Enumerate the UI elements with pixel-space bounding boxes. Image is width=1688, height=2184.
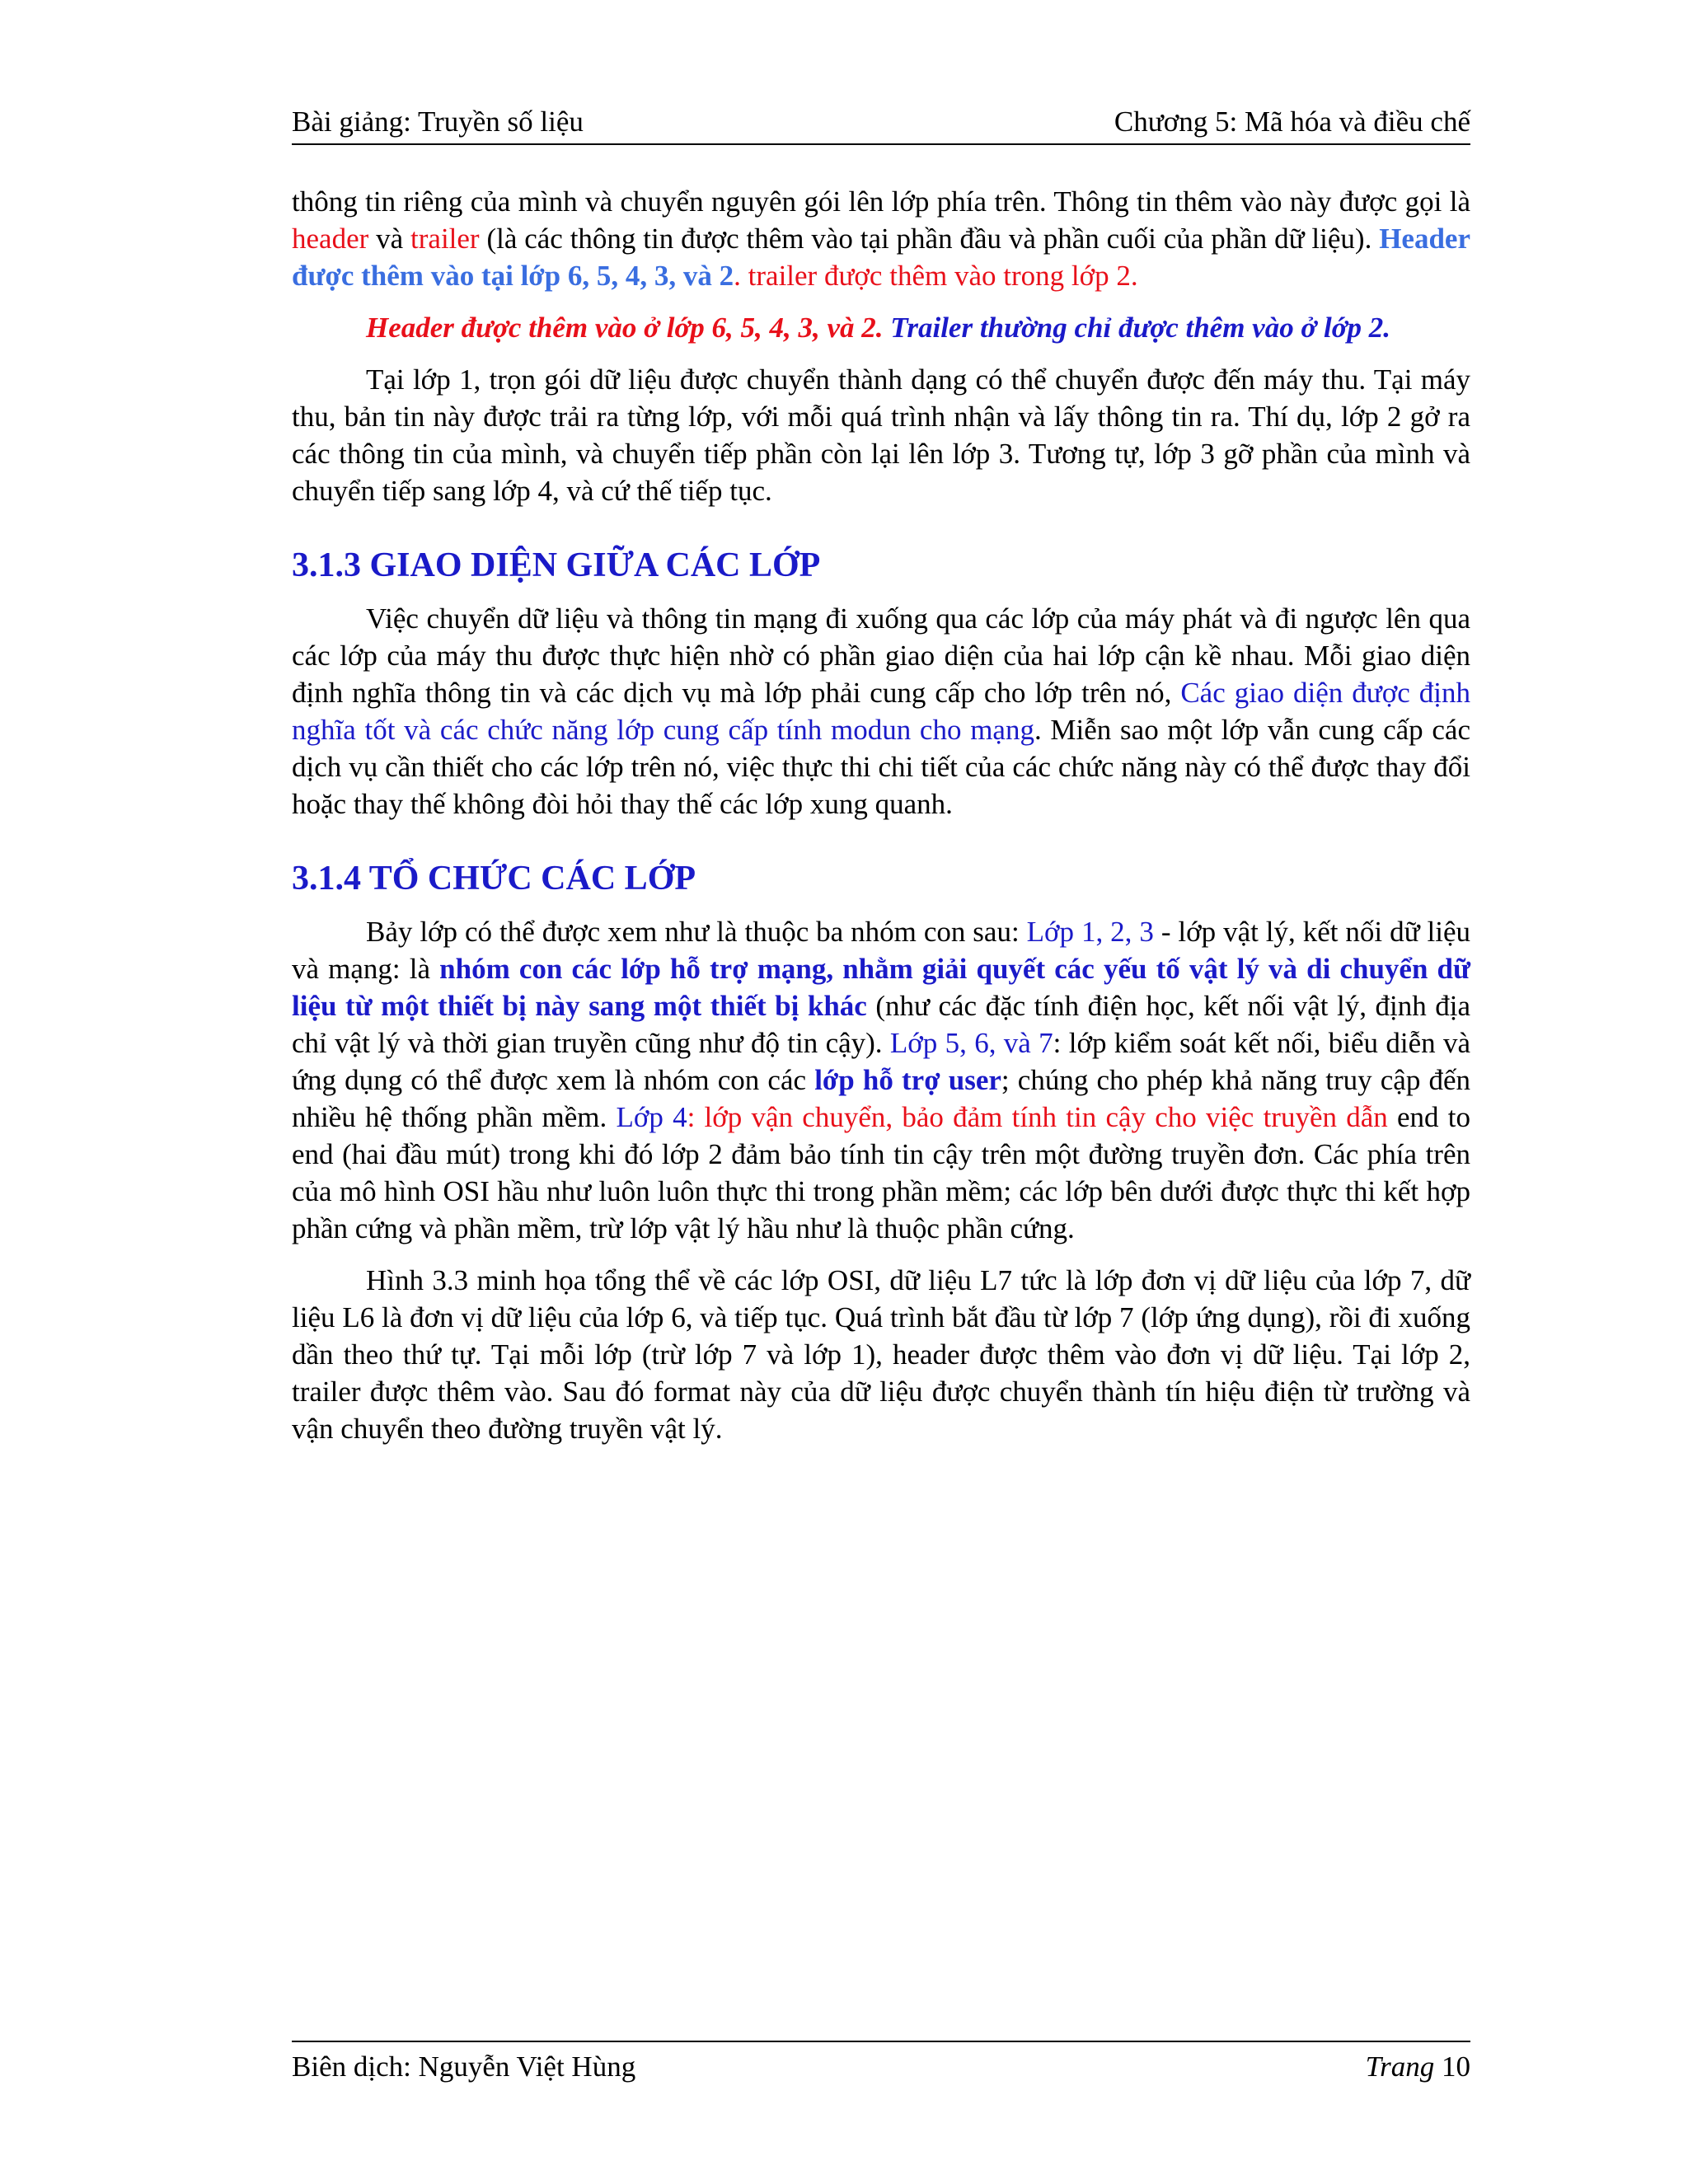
page-number-value: 10 (1442, 2050, 1470, 2083)
paragraph-layer1: Tại lớp 1, trọn gói dữ liệu được chuyển thành dạng có thể chuyển được đến máy thu. Tại máy thu, bản tin này được trải ra từng lớp, với mỗi quá trình nhận và lấy thông tin ra. Thí dụ, lớp 2 gở ra các thông tin của mình, và chuyển tiếp phần còn lại lên lớp 3. Tương tự, lớp 3 gỡ phần của mình và chuyển tiếp sang lớp 4, và cứ thế tiếp tục. (292, 363, 1470, 507)
footer-translator: Biên dịch: Nguyễn Việt Hùng (292, 2050, 636, 2083)
highlight-transport: : lớp vận chuyển, bảo đảm tính tin cậy cho việc truyền dẫn (687, 1101, 1388, 1133)
highlight-header-layers: Header được thêm vào tại lớp 6, 5, 4, 3, và 2 (292, 223, 1470, 292)
text-run: ; chúng cho phép khả năng truy cập đến nhiều hệ thống phần mềm. (292, 1064, 1471, 1133)
text-run: end to end (hai đầu mút) trong khi đó lớp 2 đảm bảo tính tin cậy trên một đường truyền đơn. Các phía trên của mô hình OSI hầu như luôn luôn thực thi trong phần mềm; các lớp bên dưới được thực thi kết hợp phần cứng và phần mềm, trừ lớp vật lý hầu như là thuộc phần cứng. (292, 1101, 1470, 1244)
paragraph-interfaces (292, 600, 1470, 823)
text-run: (như các đặc tính điện học, kết nối vật lý, định địa chỉ vật lý và thời gian truyền cũng như độ tin cậy). (292, 990, 1470, 1059)
text-run: (là các thông tin được thêm vào tại phần đầu và phần cuối của phần dữ liệu). (479, 223, 1380, 255)
term-header: header (292, 223, 369, 255)
highlight-network-support: nhóm con các lớp hỗ trợ mạng, nhằm giải quyết các yếu tố vật lý và di chuyển dữ liệu từ một thiết bị này sang một thiết bị khác (292, 953, 1471, 1022)
text-run: . Miễn sao một lớp vẫn cung cấp các dịch vụ cần thiết cho các lớp trên nó, việc thực thi chi tiết của các chức năng này có thể được thay đổi hoặc thay thế không đòi hỏi thay thế các lớp xung quanh. (292, 714, 1470, 820)
term-trailer: trailer (410, 223, 480, 255)
highlight-layers-123: Lớp 1, 2, 3 (1026, 916, 1154, 948)
page-content (292, 183, 1470, 1447)
header-chapter-title: Chương 5: Mã hóa và điều chế (1114, 105, 1470, 138)
header-course-title: Bài giảng: Truyền số liệu (292, 105, 584, 138)
text-run: : lớp kiểm soát kết nối, biểu diễn và ứng dụng có thể được xem là nhóm con các (292, 1027, 1470, 1096)
highlight-layers-567: Lớp 5, 6, và 7 (889, 1027, 1053, 1059)
emphasis-trailer: Trailer thường chỉ được thêm vào ở lớp 2. (883, 312, 1391, 344)
text-run: và (368, 223, 411, 255)
paragraph-figure-3-3: Hình 3.3 minh họa tổng thể về các lớp OSI, dữ liệu L7 tức là lớp đơn vị dữ liệu của lớp 7, dữ liệu L6 là đơn vị dữ liệu của lớp 6, và tiếp tục. Quá trình bắt đầu từ lớp 7 (lớp ứng dụng), rồi đi xuống dần theo thứ tự. Tại mỗi lớp (trừ lớp 7 và lớp 1), header được thêm vào đơn vị dữ liệu. Tại lớp 2, trailer được thêm vào. Sau đó format này của dữ liệu được chuyển thành tín hiệu điện từ trường và vận chuyển theo đường truyền vật lý. (292, 1264, 1470, 1445)
text-run: - lớp vật lý, kết nối dữ liệu và mạng: là (292, 916, 1470, 985)
page-header (292, 104, 1470, 145)
text-trailer-layer: . trailer được thêm vào trong lớp 2. (734, 260, 1138, 292)
text-run: thông tin riêng của mình và chuyển nguyên gói lên lớp phía trên. Thông tin thêm vào này được gọi là (292, 185, 1470, 218)
highlight-interfaces: Các giao diện được định nghĩa tốt và các chức năng lớp cung cấp tính modun cho mạng (292, 677, 1470, 746)
emphasis-header: Header được thêm vào ở lớp 6, 5, 4, 3, và 2. (366, 312, 884, 344)
paragraph-organization (292, 913, 1470, 1247)
text-run: Việc chuyển dữ liệu và thông tin mạng đi xuống qua các lớp của máy phát và đi ngược lên qua các lớp của máy thu được thực hiện nhờ có phần giao diện của hai lớp cận kề nhau. Mỗi giao diện định nghĩa thông tin và các dịch vụ mà lớp phải cung cấp cho lớp trên nó, (292, 602, 1470, 709)
section-heading-3-1-3: 3.1.3 GIAO DIỆN GIỮA CÁC LỚP (292, 546, 821, 584)
paragraph-emphasis (292, 309, 1470, 346)
page-word: Trang (1365, 2050, 1435, 2083)
highlight-layer-4: Lớp 4 (616, 1101, 687, 1133)
paragraph-header-trailer (292, 183, 1470, 294)
page-number (1366, 2049, 1470, 2085)
section-heading-3-1-4: 3.1.4 TỔ CHỨC CÁC LỚP (292, 860, 696, 898)
highlight-user-support: lớp hỗ trợ user (814, 1064, 1001, 1096)
text-run: Bảy lớp có thể được xem như là thuộc ba nhóm con sau: (366, 916, 1027, 948)
page-footer (292, 2041, 1470, 2085)
